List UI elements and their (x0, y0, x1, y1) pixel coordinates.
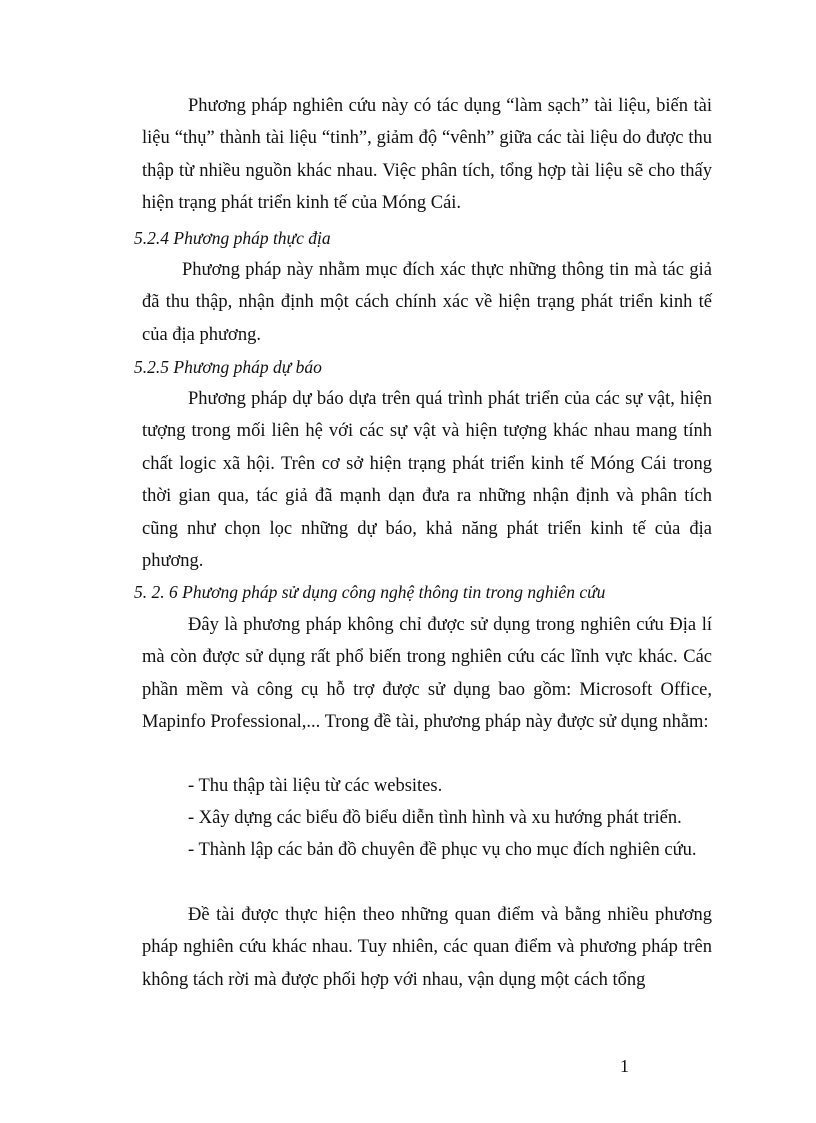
bullet-collect-data: - Thu thập tài liệu từ các websites. (188, 776, 443, 796)
paragraph-intro: Phương pháp nghiên cứu này có tác dụng “làm sạch” tài liệu, biến tài liệu “thụ” thành tài liệu “tinh”, giảm độ “vênh” giữa các tài liệu do được thu thập từ nhiều nguồn khác nhau. Việc phân tích, tổng hợp tài liệu sẽ cho thấy hiện trạng phát triển kinh tế của Móng Cái. (142, 96, 712, 214)
heading-5-2-6: 5. 2. 6 Phương pháp sử dụng công nghệ thông tin trong nghiên cứu (134, 582, 606, 602)
paragraph-conclusion: Đề tài được thực hiện theo những quan điểm và bằng nhiều phương pháp nghiên cứu khác nhau. Tuy nhiên, các quan điểm và phương pháp trên không tách rời mà được phối hợp với nhau, vận dụng một cách tổng (142, 905, 712, 990)
paragraph-it-method: Đây là phương pháp không chỉ được sử dụng trong nghiên cứu Địa lí mà còn được sử dụng rất phổ biến trong nghiên cứu các lĩnh vực khác. Các phần mềm và công cụ hỗ trợ được sử dụng bao gồm: Microsoft Office, Mapinfo Professional,... Trong đề tài, phương pháp này được sử dụng nhằm: (142, 615, 712, 733)
heading-5-2-5: 5.2.5 Phương pháp dự báo (134, 357, 322, 377)
paragraph-forecast-method: Phương pháp dự báo dựa trên quá trình phát triển của các sự vật, hiện tượng trong mối liên hệ với các sự vật và hiện tượng khác nhau mang tính chất logic xã hội. Trên cơ sở hiện trạng phát triển kinh tế Móng Cái trong thời gian qua, tác giả đã mạnh dạn đưa ra những nhận định và phân tích cũng như chọn lọc những dự báo, khả năng phát triển kinh tế của địa phương. (142, 389, 712, 572)
page-number: 1 (620, 1056, 629, 1076)
bullet-build-charts: - Xây dựng các biểu đồ biểu diễn tình hình và xu hướng phát triển. (188, 808, 682, 828)
heading-5-2-4: 5.2.4 Phương pháp thực địa (134, 228, 331, 248)
bullet-make-maps: - Thành lập các bản đồ chuyên đề phục vụ cho mục đích nghiên cứu. (188, 840, 697, 860)
paragraph-field-method: Phương pháp này nhằm mục đích xác thực những thông tin mà tác giả đã thu thập, nhận định một cách chính xác về hiện trạng phát triển kinh tế của địa phương. (142, 260, 712, 345)
